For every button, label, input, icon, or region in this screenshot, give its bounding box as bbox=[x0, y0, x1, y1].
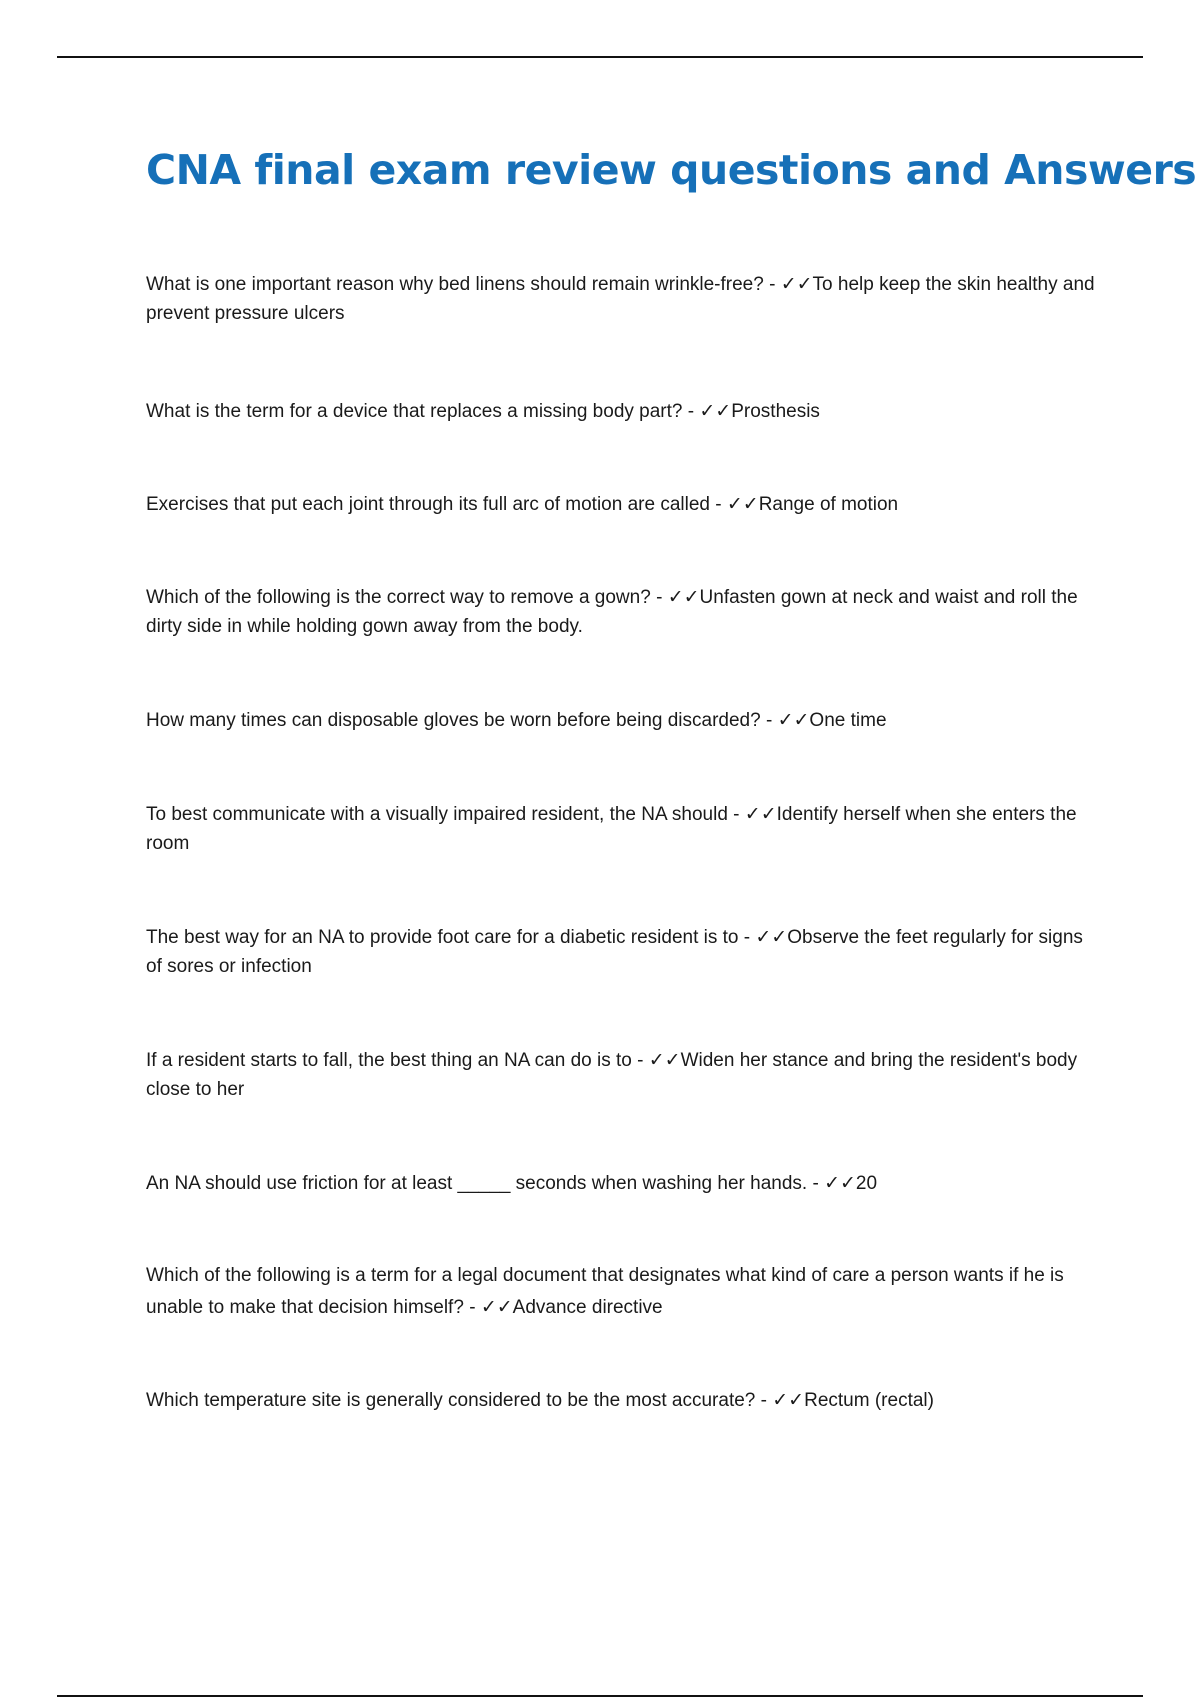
answer-text: One time bbox=[809, 710, 887, 731]
answer-text: To help keep the skin healthy and prevent pressure ulcers bbox=[146, 274, 1095, 324]
checkmark-icon: ✓✓ bbox=[667, 587, 700, 608]
bottom-divider bbox=[57, 1695, 1143, 1697]
qa-item bbox=[146, 923, 1096, 981]
qa-item bbox=[146, 1386, 1096, 1415]
answer-text: Advance directive bbox=[512, 1297, 663, 1318]
checkmark-icon: ✓✓ bbox=[780, 274, 813, 295]
answer-text: 20 bbox=[855, 1173, 878, 1194]
separator: - bbox=[650, 587, 668, 608]
checkmark-icon: ✓✓ bbox=[648, 1050, 681, 1071]
separator: - bbox=[631, 1050, 649, 1071]
answer-text: Prosthesis bbox=[731, 401, 820, 422]
answer-text: Widen her stance and bring the resident's body close to her bbox=[146, 1050, 1078, 1100]
qa-item bbox=[146, 800, 1096, 858]
checkmark-icon: ✓✓ bbox=[744, 804, 777, 825]
separator: - bbox=[727, 804, 745, 825]
qa-item bbox=[146, 1169, 1096, 1198]
checkmark-icon: ✓✓ bbox=[772, 1390, 805, 1411]
answer-text: Unfasten gown at neck and waist and roll the dirty side in while holding gown away from the body. bbox=[146, 587, 1078, 637]
qa-item bbox=[146, 1046, 1096, 1104]
page-title: CNA final exam review questions and Answers bbox=[146, 146, 1197, 194]
separator: - bbox=[682, 401, 700, 422]
separator: - bbox=[709, 494, 727, 515]
question-text: If a resident starts to fall, the best thing an NA can do is to bbox=[146, 1050, 632, 1071]
checkmark-icon: ✓✓ bbox=[755, 927, 788, 948]
question-text: To best communicate with a visually impaired resident, the NA should bbox=[146, 804, 728, 825]
question-text: The best way for an NA to provide foot care for a diabetic resident is to bbox=[146, 927, 739, 948]
checkmark-icon: ✓✓ bbox=[777, 710, 810, 731]
qa-item bbox=[146, 583, 1096, 641]
question-text: What is the term for a device that replaces a missing body part? bbox=[146, 401, 683, 422]
answer-text: Range of motion bbox=[758, 494, 899, 515]
qa-item bbox=[146, 270, 1096, 328]
checkmark-icon: ✓✓ bbox=[726, 494, 759, 515]
separator: - bbox=[738, 927, 756, 948]
qa-item bbox=[146, 706, 1096, 735]
question-text: Which temperature site is generally considered to be the most accurate? bbox=[146, 1390, 756, 1411]
answer-text: Identify herself when she enters the room bbox=[146, 804, 1077, 854]
qa-item bbox=[146, 397, 1096, 426]
separator: - bbox=[463, 1297, 481, 1318]
question-text: How many times can disposable gloves be worn before being discarded? bbox=[146, 710, 761, 731]
question-text: Which of the following is a term for a legal document that designates what kind of care a person wants if he is unable to make that decision himself? bbox=[146, 1265, 1064, 1318]
separator: - bbox=[755, 1390, 773, 1411]
question-text: Which of the following is the correct way to remove a gown? bbox=[146, 587, 651, 608]
separator: - bbox=[763, 274, 781, 295]
qa-item bbox=[146, 1260, 1096, 1324]
checkmark-icon: ✓✓ bbox=[480, 1297, 513, 1318]
separator: - bbox=[760, 710, 778, 731]
qa-item bbox=[146, 490, 1096, 519]
checkmark-icon: ✓✓ bbox=[699, 401, 732, 422]
question-text: What is one important reason why bed linens should remain wrinkle-free? bbox=[146, 274, 764, 295]
top-divider bbox=[57, 56, 1143, 58]
checkmark-icon: ✓✓ bbox=[824, 1173, 856, 1194]
separator: - bbox=[807, 1173, 825, 1194]
answer-text: Rectum (rectal) bbox=[804, 1390, 934, 1411]
answer-text: Observe the feet regularly for signs of sores or infection bbox=[146, 927, 1083, 977]
question-text: Exercises that put each joint through its full arc of motion are called bbox=[146, 494, 710, 515]
question-text: An NA should use friction for at least _____ seconds when washing her hands. bbox=[146, 1173, 808, 1194]
